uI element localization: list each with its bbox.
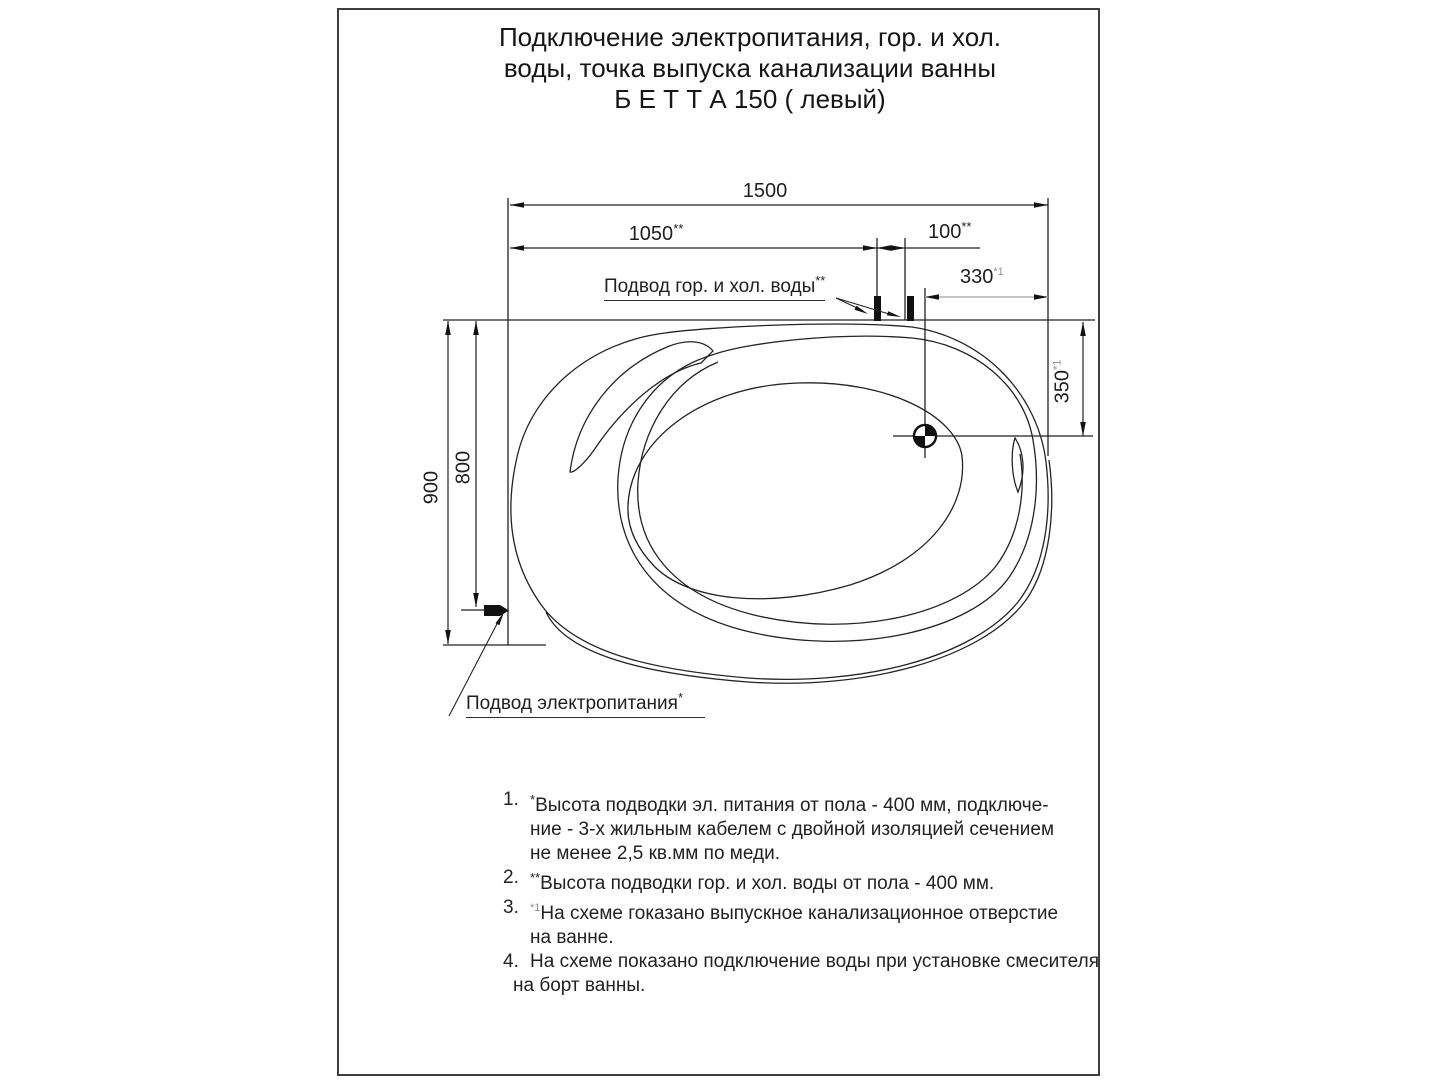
note-4: 4. На схеме показано подключение воды при установке смесителя на борт ванны. xyxy=(503,951,1099,996)
note-2: 2. **Высота подводки гор. и хол. воды от пола - 400 мм. xyxy=(503,867,995,894)
power-supply-label: Подвод электропитания* xyxy=(466,690,705,718)
tub-inner-rim-line xyxy=(638,362,1022,624)
tub-apron-line xyxy=(546,460,1052,683)
note-3: 3. $^{*1}$На схеме гоказано выпускное канализационное отверстие на ванне. xyxy=(503,897,1059,948)
tub-basin xyxy=(628,383,963,599)
water-supply-label: Подвод гор. и хол. воды** xyxy=(604,273,825,301)
bathtub-outline xyxy=(511,324,1052,683)
dim-330: 330$^{*1}$ xyxy=(960,266,1004,288)
drain-symbol xyxy=(914,425,936,447)
dim-350: 350$^{*1}$ xyxy=(1051,359,1074,404)
water-supply-point-right xyxy=(907,296,914,321)
title-line-3: Б Е Т Т А 150 ( левый) xyxy=(614,84,886,114)
tub-outer-shell xyxy=(511,324,1048,679)
water-supply-points xyxy=(836,296,914,321)
dim-800: 800 xyxy=(452,450,475,485)
note-1: 1. *Высота подводки эл. питания от пола - 400 мм, подключе- ние - 3-х жильным кабелем с двойной изоляцией сечением не менее 2,5 кв.мм по меди. xyxy=(503,789,1055,864)
title-line-1: Подключение электропитания, гор. и хол. xyxy=(498,22,1001,52)
water-supply-point-left xyxy=(874,296,881,321)
installation-notes xyxy=(503,788,1099,998)
dim-1500: 1500 xyxy=(742,180,788,202)
page-title xyxy=(380,22,1120,115)
title-line-2: воды, точка выпуска канализации ванны xyxy=(503,53,997,83)
dim-100: 100** xyxy=(928,219,972,243)
dim-1050: 1050** xyxy=(628,221,684,245)
dim-900: 900 xyxy=(420,470,443,505)
tub-rim-line xyxy=(618,336,1037,641)
